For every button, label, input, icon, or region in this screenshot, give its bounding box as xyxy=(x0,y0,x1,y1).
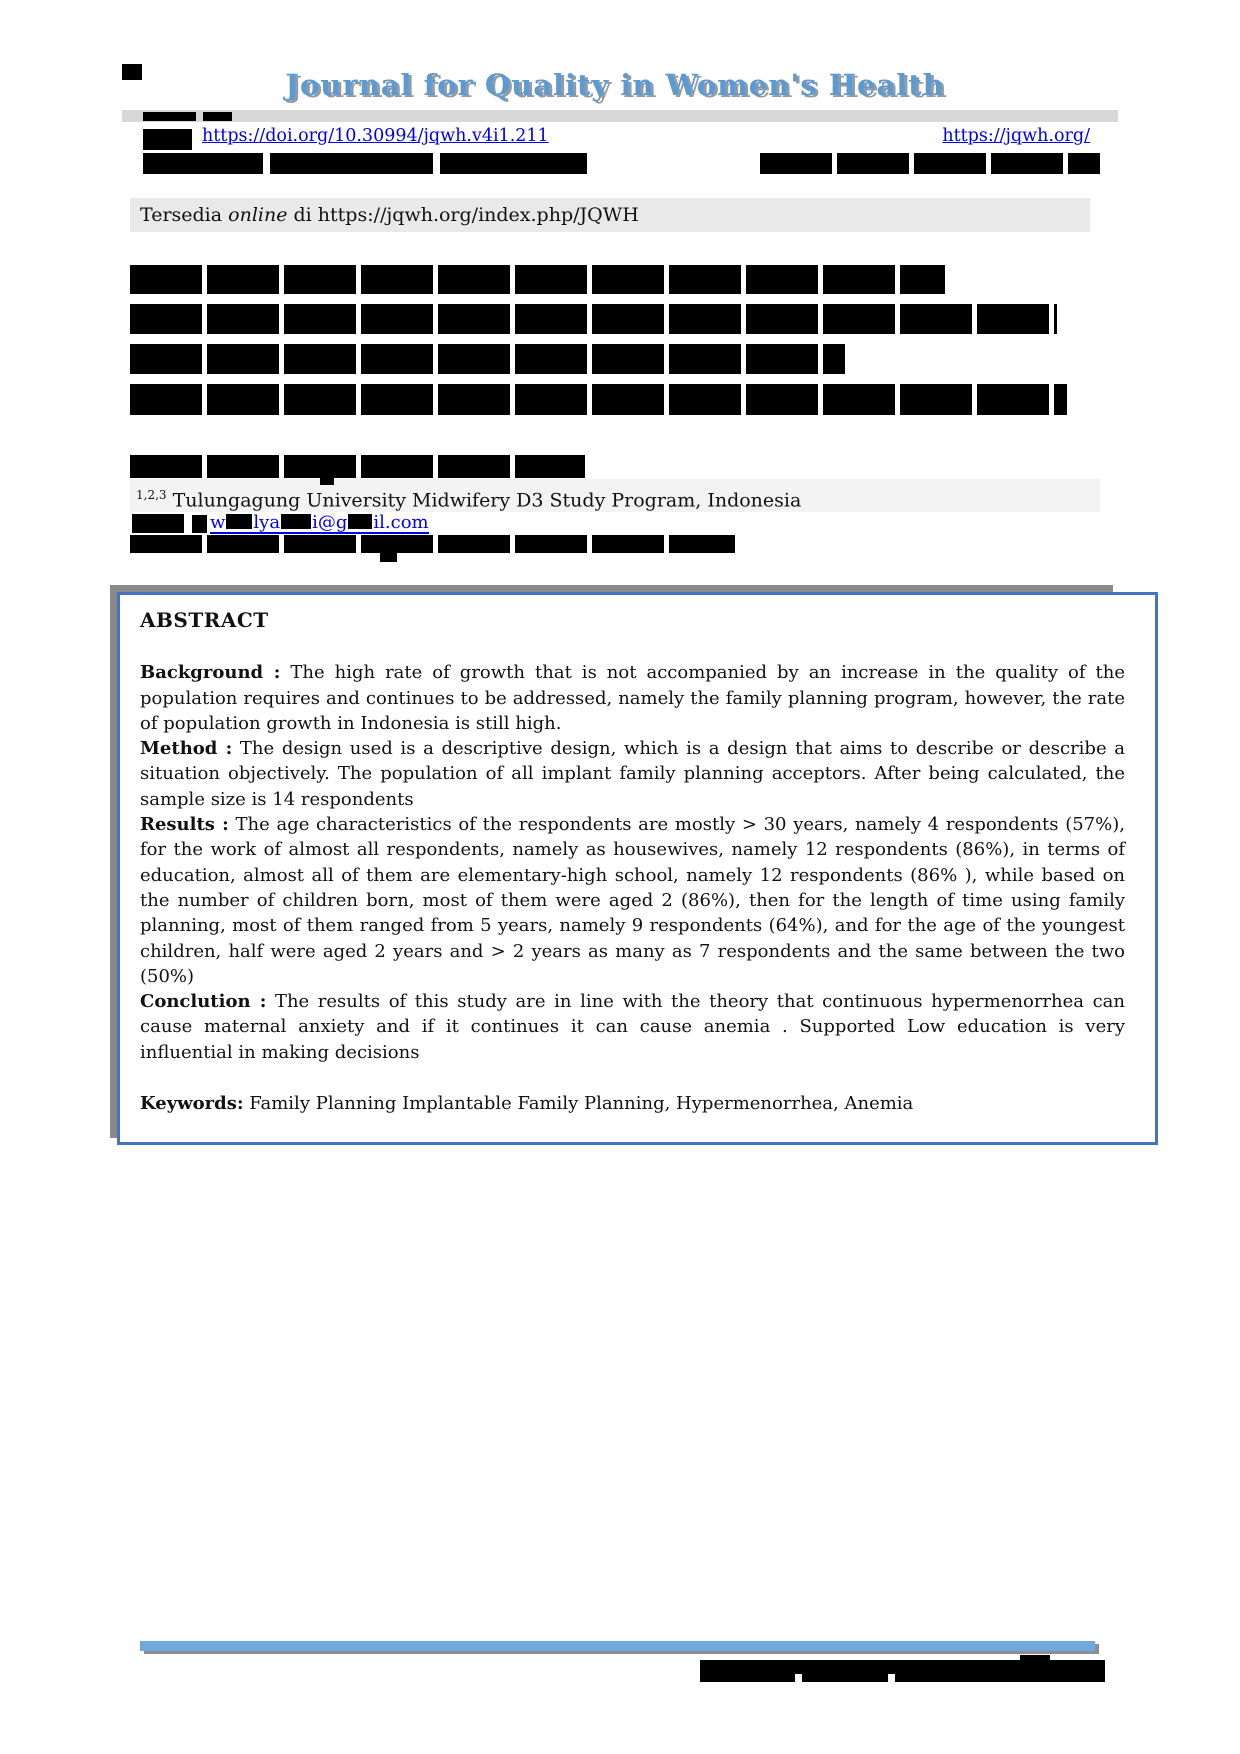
conclusion-label: Conclution : xyxy=(140,991,267,1013)
redacted-band-mark-a xyxy=(143,112,196,121)
conclusion-text: The results of this study are in line with the theory that continuous hypermenorrhea can cause maternal anxiety and if it continues it can cause anemia . Supported Low education is very influential in making decisions xyxy=(140,991,1125,1063)
email-fragment: il.com xyxy=(373,512,429,533)
redacted-email-label xyxy=(132,514,184,533)
keywords-label: Keywords: xyxy=(140,1093,244,1115)
affiliation-text: Tulungagung University Midwifery D3 Study Program, Indonesia xyxy=(166,489,802,512)
redacted-issue-meta-a xyxy=(143,153,263,174)
footer-citation-gap-a xyxy=(795,1674,802,1682)
redacted-header-logo xyxy=(122,64,142,80)
email-redaction-patch xyxy=(281,514,311,529)
email-redaction-patch xyxy=(348,514,372,529)
redacted-footer-bump xyxy=(1020,1655,1050,1661)
keywords-line xyxy=(140,1091,1125,1116)
abstract-paragraph-conclusion xyxy=(140,989,1125,1065)
email-redaction-patch xyxy=(226,514,252,529)
background-label: Background : xyxy=(140,662,281,684)
redacted-title-line-2 xyxy=(130,304,1057,334)
header-divider-band xyxy=(122,110,1118,122)
journal-site-link[interactable]: https://jqwh.org/ xyxy=(942,126,1090,146)
redacted-contact-bar xyxy=(130,535,735,553)
redacted-footer-citation xyxy=(700,1660,1105,1682)
abstract-paragraph-background xyxy=(140,660,1125,736)
affiliation-superscript: 1,2,3 xyxy=(136,488,167,502)
footer-citation-gap-b xyxy=(888,1674,895,1682)
email-fragment: w xyxy=(210,512,226,533)
redacted-issue-meta-d xyxy=(760,153,1100,174)
method-text: The design used is a descriptive design, which is a design that aims to describe or describe a situation objectively. The population of all implant family planning acceptors. After being calculated, the sample size is 14 respondents xyxy=(140,738,1126,810)
redacted-doi-label xyxy=(143,129,192,150)
abstract-box xyxy=(117,592,1158,1145)
journal-title: Journal for Quality in Women's Health xyxy=(285,68,945,102)
redacted-contact-descender xyxy=(380,552,397,562)
available-online-prefix: Tersedia xyxy=(140,204,229,226)
available-online-italic: online xyxy=(228,204,288,226)
abstract-paragraph-method xyxy=(140,736,1125,812)
available-online-suffix: di https://jqwh.org/index.php/JQWH xyxy=(287,204,639,226)
abstract-paragraph-results xyxy=(140,812,1125,989)
footer-rule-bar xyxy=(140,1641,1095,1651)
method-label: Method : xyxy=(140,738,233,760)
redacted-title-line-4 xyxy=(130,384,1067,415)
email-fragment: lya xyxy=(253,512,281,533)
redacted-issue-meta-b xyxy=(270,153,433,174)
email-link[interactable] xyxy=(210,512,429,534)
redacted-title-line-3 xyxy=(130,344,845,374)
redacted-band-mark-b xyxy=(203,112,232,121)
redacted-issue-meta-c xyxy=(440,153,587,174)
email-fragment: i@g xyxy=(312,512,348,533)
affiliation-bar xyxy=(130,479,1100,512)
background-text: The high rate of growth that is not accompanied by an increase in the quality of the population requires and continues to be addressed, namely the family planning program, however, the rate of population growth in Indonesia is still high. xyxy=(140,662,1125,734)
redacted-title-line-1 xyxy=(130,265,945,294)
redacted-authors-descender xyxy=(320,477,334,485)
results-text: The age characteristics of the respondents are mostly > 30 years, namely 4 respondents (57%), for the work of almost all respondents, namely as housewives, namely 12 respondents (86%), in terms of education, almost all of them are elementary-high school, namely 12 respondents (86% ), while based on the number of children born, most of them were aged 2 (86%), then for the length of time using family planning, most of them ranged from 5 years, namely 9 respondents (64%), and for the age of the youngest children, half were aged 2 years and > 2 years as many as 7 respondents and the same between the two (50%) xyxy=(140,814,1125,987)
results-label: Results : xyxy=(140,814,229,836)
available-online-bar xyxy=(130,198,1090,232)
redacted-authors-line xyxy=(130,455,585,478)
redacted-email-tick xyxy=(192,515,207,533)
doi-link[interactable]: https://doi.org/10.30994/jqwh.v4i1.211 xyxy=(202,126,549,146)
abstract-heading: ABSTRACT xyxy=(140,608,269,632)
keywords-text: Family Planning Implantable Family Planning, Hypermenorrhea, Anemia xyxy=(243,1093,914,1115)
